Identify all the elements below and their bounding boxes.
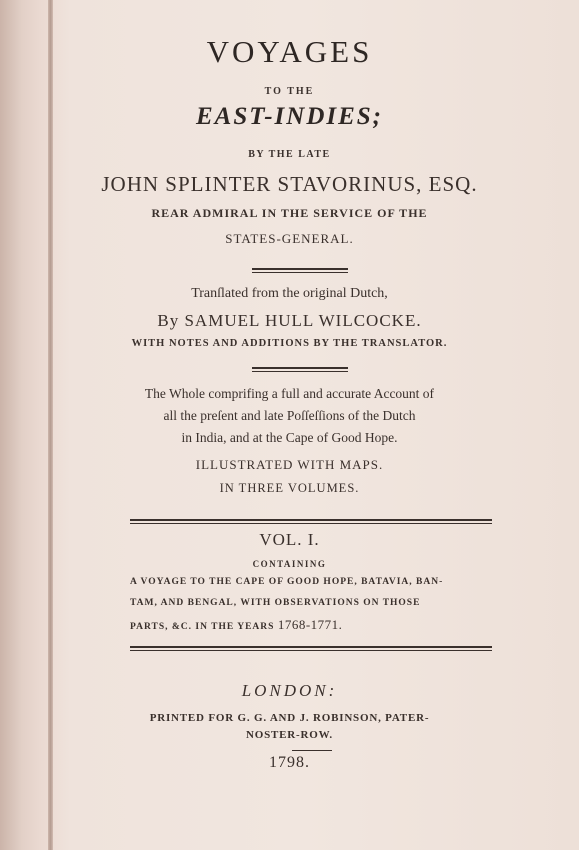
translator-name: By SAMUEL HULL WILCOCKE. [157,311,422,330]
divider-rule-2 [252,367,348,369]
author-name: JOHN SPLINTER STAVORINUS, ESQ. [101,172,478,196]
to-the-text: TO THE [264,86,315,97]
publication-year: 1798. [269,754,310,771]
contents-line3 [130,617,470,633]
contents-line2: TAM, AND BENGAL, WITH OBSERVATIONS ON THOSE [130,598,421,608]
book-title: VOYAGES [206,34,373,69]
volume-number: VOL. I. [259,530,320,549]
description-line1: The Whole comprifing a full and accurate Account of [144,386,435,401]
printer-line1: PRINTED FOR G. G. AND J. ROBINSON, PATER- [149,712,430,724]
illustrated-text: ILLUSTRATED WITH MAPS. [195,457,384,472]
divider-rule-1 [252,268,348,270]
book-subtitle: EAST-INDIES; [195,103,384,130]
imprint-place: LONDON: [241,681,338,700]
contents-line3-text: PARTS, &C. IN THE YEARS [130,622,275,632]
contents-years: 1768-1771. [277,617,343,632]
divider-rule-4 [130,646,492,648]
divider-rule-3 [130,519,492,521]
description-line3: in India, and at the Cape of Good Hope. [181,430,398,445]
printer-line2: NOSTER-ROW. [246,729,333,741]
contents-line1: A VOYAGE TO THE CAPE OF GOOD HOPE, BATAVIA, BAN- [130,577,444,587]
year-rule [292,750,332,751]
author-rank-line1: REAR ADMIRAL IN THE SERVICE OF THE [151,206,428,220]
by-the-late-text: BY THE LATE [248,149,331,160]
notes-text: WITH NOTES AND ADDITIONS BY THE TRANSLATOR. [131,338,448,349]
description-line2: all the preſent and late Poſſeſſions of the Dutch [163,408,416,423]
containing-text: CONTAINING [252,559,327,569]
author-rank-line2: STATES-GENERAL. [225,231,354,246]
volumes-text: IN THREE VOLUMES. [219,481,360,495]
translated-from-text: Tranſlated from the original Dutch, [191,286,388,301]
